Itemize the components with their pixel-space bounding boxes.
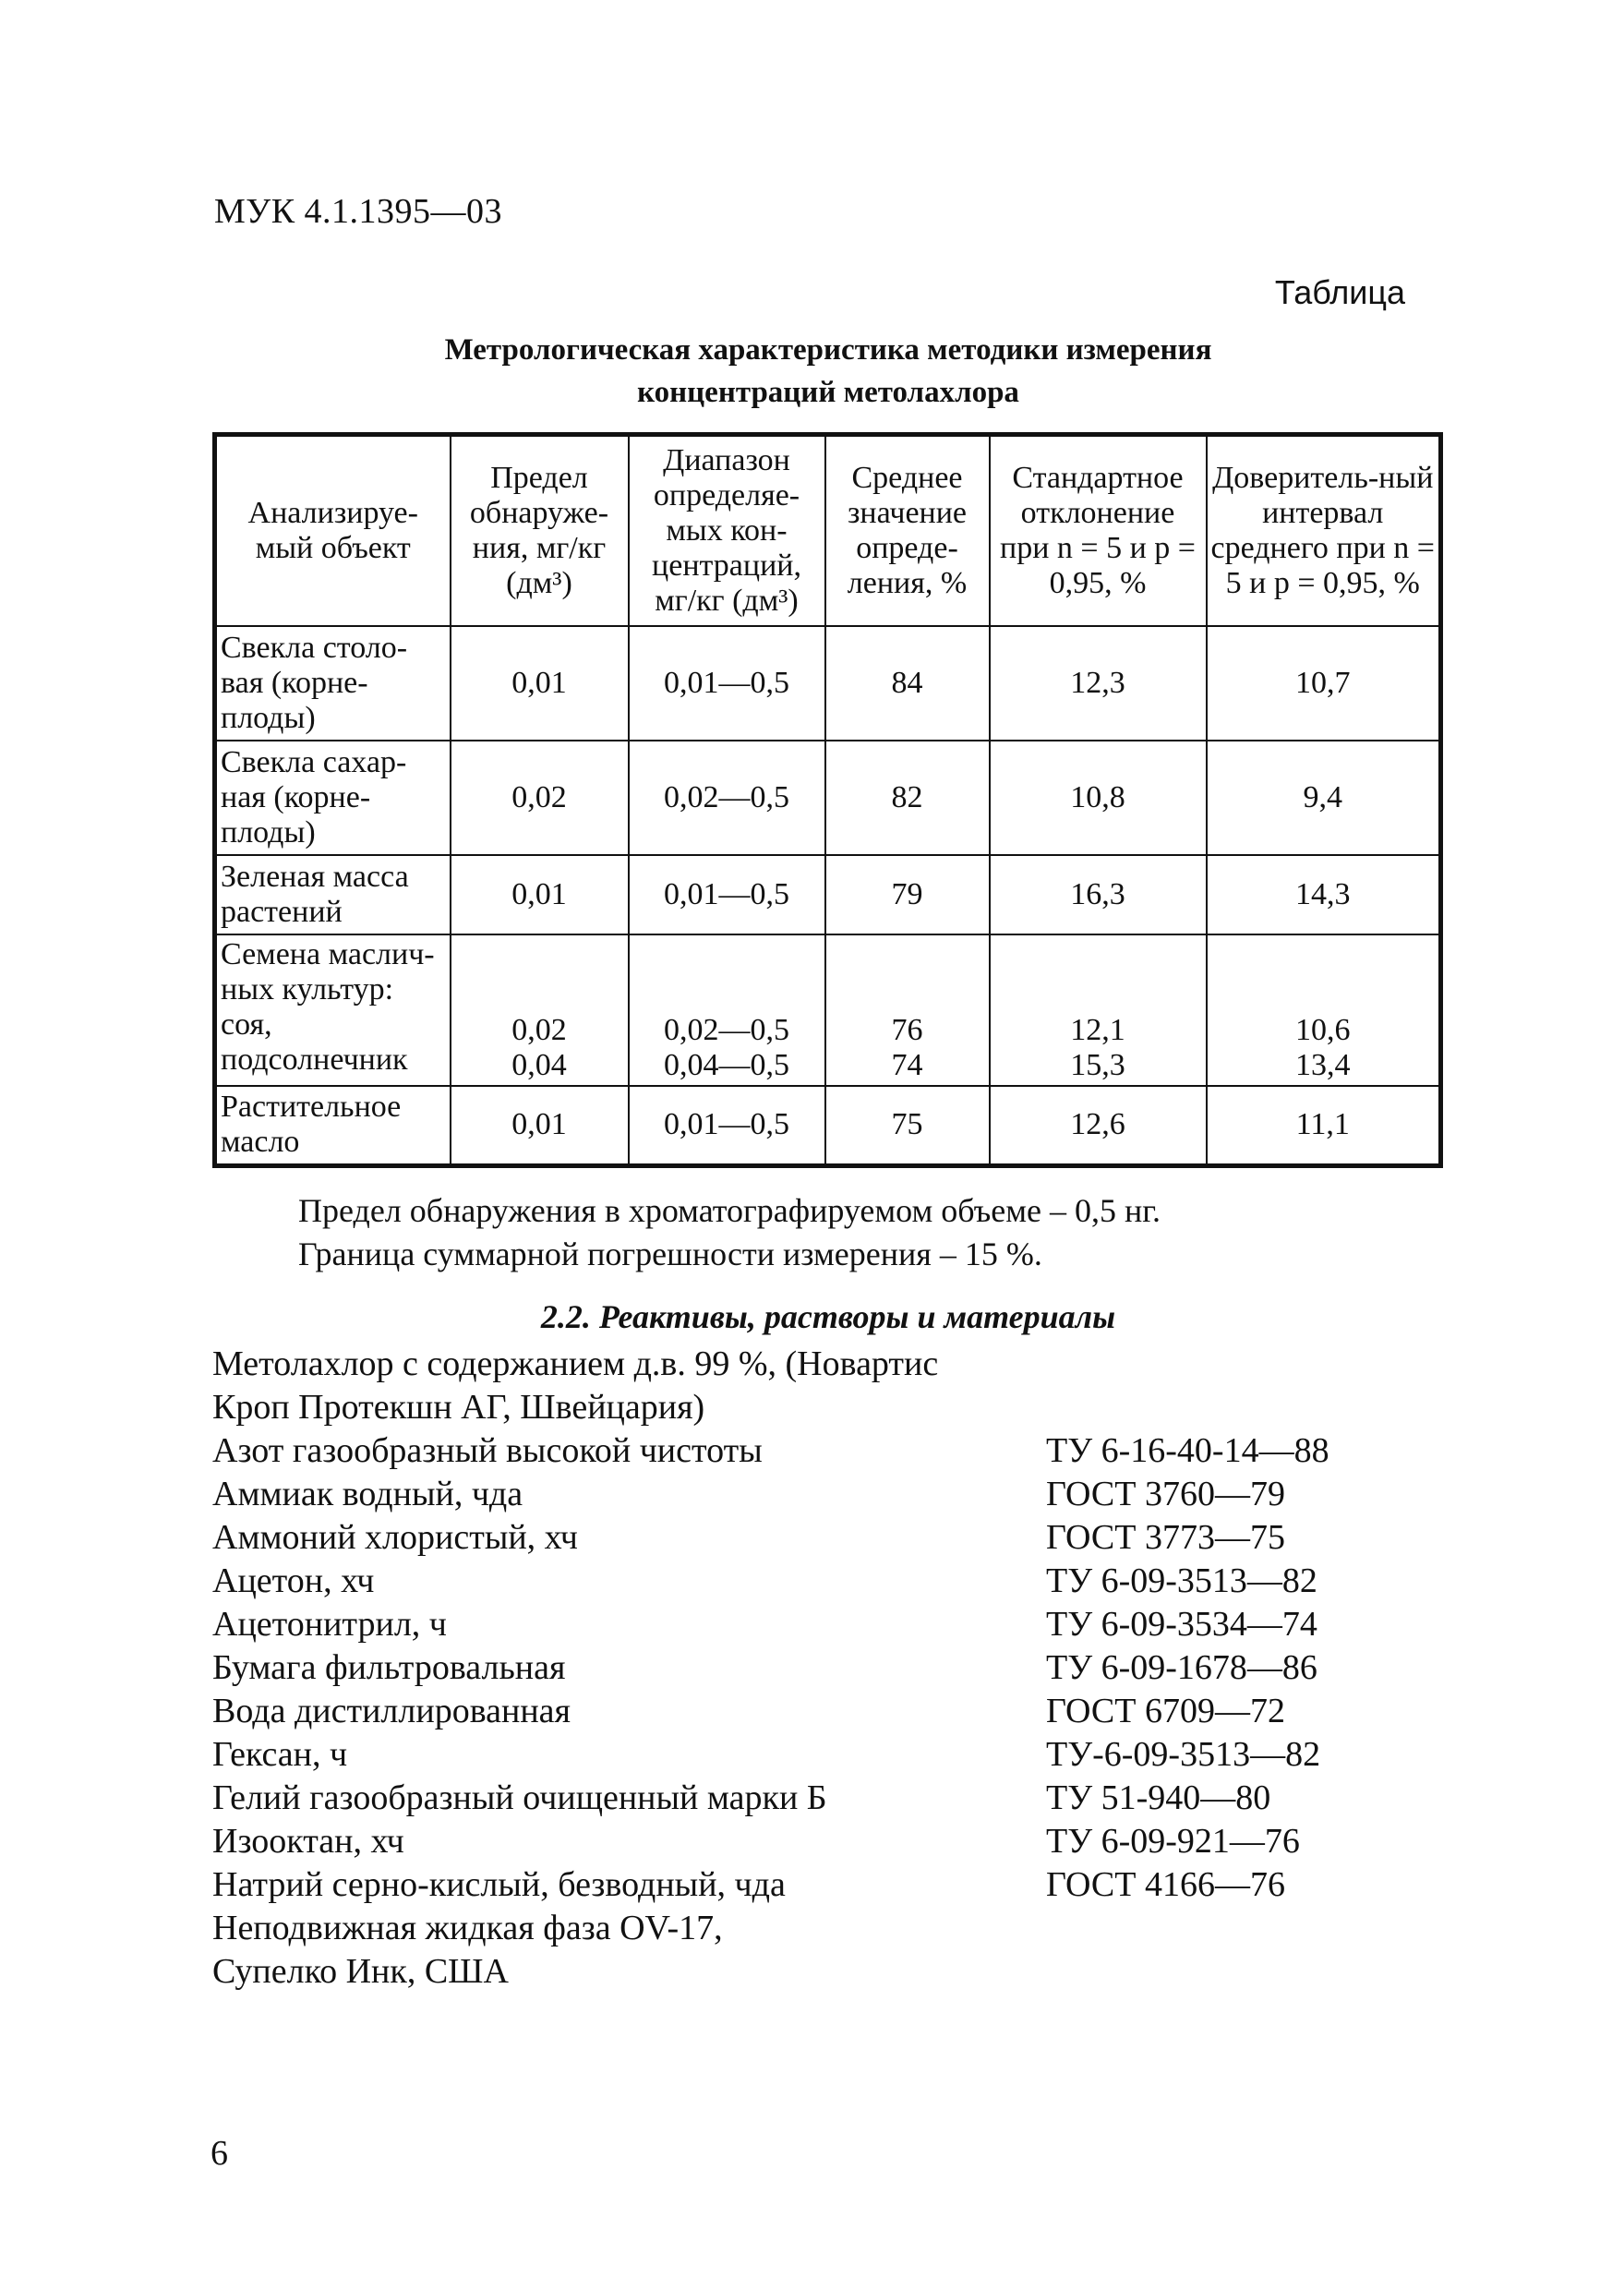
reagent-spec: ТУ-6-09-3513—82 — [1046, 1735, 1321, 1774]
col-header-mean: Среднее значение опреде-ления, % — [825, 435, 990, 627]
cell-mean — [825, 934, 990, 1086]
col-header-detection-limit: Предел обнаруже-ния, мг/кг (дм³) — [451, 435, 629, 627]
reagent-spec: ГОСТ 6709—72 — [1046, 1692, 1285, 1730]
list-item — [212, 1604, 1440, 1647]
cell-range — [629, 934, 825, 1086]
cell-sd-soy: 12,1 — [1070, 1013, 1125, 1047]
table-row — [215, 626, 1441, 741]
cell-limit: 0,02 — [451, 741, 629, 855]
page-number: 6 — [211, 2134, 228, 2173]
list-item — [212, 1517, 1440, 1561]
col-header-object: Анализируе-мый объект — [215, 435, 451, 627]
list-item — [212, 1344, 1440, 1387]
table-row — [215, 855, 1441, 934]
reagent-spec: ТУ 6-09-3513—82 — [1046, 1561, 1317, 1600]
section-title: 2.2. Реактивы, растворы и материалы — [540, 1298, 1116, 1335]
cell-mean-soy: 76 — [891, 1013, 923, 1047]
reagent-name: Изооктан, хч — [212, 1822, 404, 1861]
cell-ci: 11,1 — [1207, 1086, 1441, 1165]
reagent-name: Кроп Протекшн АГ, Швейцария) — [212, 1388, 705, 1427]
cell-mean: 75 — [825, 1086, 990, 1165]
cell-mean-sunflower: 74 — [891, 1048, 923, 1082]
cell-sd: 16,3 — [990, 855, 1207, 934]
reagent-spec: ГОСТ 4166—76 — [1046, 1865, 1285, 1904]
cell-sd: 12,3 — [990, 626, 1207, 741]
cell-sd — [990, 934, 1207, 1086]
cell-sd: 12,6 — [990, 1086, 1207, 1165]
reagent-name: Неподвижная жидкая фаза OV-17, — [212, 1909, 723, 1947]
cell-range: 0,01—0,5 — [629, 626, 825, 741]
cell-range: 0,01—0,5 — [629, 1086, 825, 1165]
metrology-table — [212, 432, 1443, 1168]
cell-ci-sunflower: 13,4 — [1295, 1048, 1351, 1082]
cell-limit: 0,01 — [451, 626, 629, 741]
cell-object: Растительное масло — [215, 1086, 451, 1165]
col-header-confidence: Доверитель-ный интервал среднего при n = 5 и p = 0,95, % — [1207, 435, 1441, 627]
cell-ci-soy: 10,6 — [1295, 1013, 1351, 1047]
reagent-spec: ТУ 6-09-3534—74 — [1046, 1605, 1317, 1644]
table-row — [215, 934, 1441, 1086]
table-title-line-2: концентраций метолахлора — [637, 376, 1019, 409]
cell-mean: 82 — [825, 741, 990, 855]
reagent-name: Ацетон, хч — [212, 1561, 375, 1600]
cell-object — [215, 934, 451, 1086]
reagent-spec: ТУ 51-940—80 — [1046, 1778, 1271, 1817]
cell-limit: 0,01 — [451, 855, 629, 934]
list-item — [212, 1647, 1440, 1691]
cell-range: 0,02—0,5 — [629, 741, 825, 855]
cell-range-sunflower: 0,04—0,5 — [664, 1048, 789, 1082]
reagent-name: Вода дистиллированная — [212, 1692, 571, 1730]
note-error-bound: Граница суммарной погрешности измерения – 15 %. — [298, 1235, 1042, 1272]
table-title-line-1: Метрологическая характеристика методики измерения — [444, 333, 1212, 367]
table-header-row — [215, 435, 1441, 627]
list-item — [212, 1430, 1440, 1474]
cell-ci — [1207, 934, 1441, 1086]
reagent-spec: ГОСТ 3773—75 — [1046, 1518, 1285, 1557]
cell-sd-sunflower: 15,3 — [1070, 1048, 1125, 1082]
reagent-name: Гелий газообразный очищенный марки Б — [212, 1778, 827, 1817]
cell-object: Зеленая масса растений — [215, 855, 451, 934]
note-detection-limit: Предел обнаружения в хроматографируемом объеме – 0,5 нг. — [298, 1192, 1161, 1229]
cell-range-soy: 0,02—0,5 — [664, 1013, 789, 1047]
col-header-std-dev: Стандартное отклонение при n = 5 и p = 0,95, % — [990, 435, 1207, 627]
reagent-spec: ТУ 6-16-40-14—88 — [1046, 1431, 1329, 1470]
reagent-name: Ацетонитрил, ч — [212, 1605, 447, 1644]
oilseed-group-label: Семена маслич-ных культур: — [221, 937, 435, 1006]
reagent-name: Гексан, ч — [212, 1735, 348, 1774]
cell-ci: 14,3 — [1207, 855, 1441, 934]
reagent-name: Бумага фильтровальная — [212, 1648, 566, 1687]
list-item — [212, 1474, 1440, 1517]
cell-limit: 0,01 — [451, 1086, 629, 1165]
cell-ci: 10,7 — [1207, 626, 1441, 741]
cell-range: 0,01—0,5 — [629, 855, 825, 934]
oilseed-sunflower-label: подсолнечник — [221, 1043, 408, 1077]
cell-sd: 10,8 — [990, 741, 1207, 855]
cell-object: Свекла столо-вая (корне-плоды) — [215, 626, 451, 741]
reagent-name: Натрий серно-кислый, безводный, чда — [212, 1865, 786, 1904]
reagent-spec: ГОСТ 3760—79 — [1046, 1475, 1285, 1513]
reagents-list — [212, 1344, 1440, 1995]
table-row — [215, 1086, 1441, 1165]
cell-limit-soy: 0,02 — [511, 1013, 567, 1047]
cell-object: Свекла сахар-ная (корне-плоды) — [215, 741, 451, 855]
reagent-spec: ТУ 6-09-921—76 — [1046, 1822, 1300, 1861]
list-item — [212, 1561, 1440, 1604]
list-item — [212, 1778, 1440, 1821]
list-item — [212, 1821, 1440, 1864]
table-row — [215, 741, 1441, 855]
cell-mean: 84 — [825, 626, 990, 741]
table-label: Таблица — [1274, 273, 1405, 311]
oilseed-soy-label: соя, — [221, 1007, 272, 1042]
reagent-spec: ТУ 6-09-1678—86 — [1046, 1648, 1317, 1687]
reagent-name: Азот газообразный высокой чистоты — [212, 1431, 763, 1470]
list-item — [212, 1951, 1440, 1995]
list-item — [212, 1908, 1440, 1951]
cell-limit-sunflower: 0,04 — [511, 1048, 567, 1082]
list-item — [212, 1734, 1440, 1778]
reagent-name: Супелко Инк, США — [212, 1952, 509, 1991]
col-header-range: Диапазон определяе-мых кон-центраций, мг/кг (дм³) — [629, 435, 825, 627]
reagent-name: Аммиак водный, чда — [212, 1475, 523, 1513]
cell-ci: 9,4 — [1207, 741, 1441, 855]
reagent-name: Аммоний хлористый, хч — [212, 1518, 578, 1557]
reagent-name: Метолахлор с содержанием д.в. 99 %, (Новартис — [212, 1344, 939, 1383]
document-code: МУК 4.1.1395—03 — [214, 192, 503, 231]
cell-mean: 79 — [825, 855, 990, 934]
cell-limit — [451, 934, 629, 1086]
list-item — [212, 1691, 1440, 1734]
table-title — [214, 329, 1442, 414]
list-item — [212, 1387, 1440, 1430]
list-item — [212, 1864, 1440, 1908]
